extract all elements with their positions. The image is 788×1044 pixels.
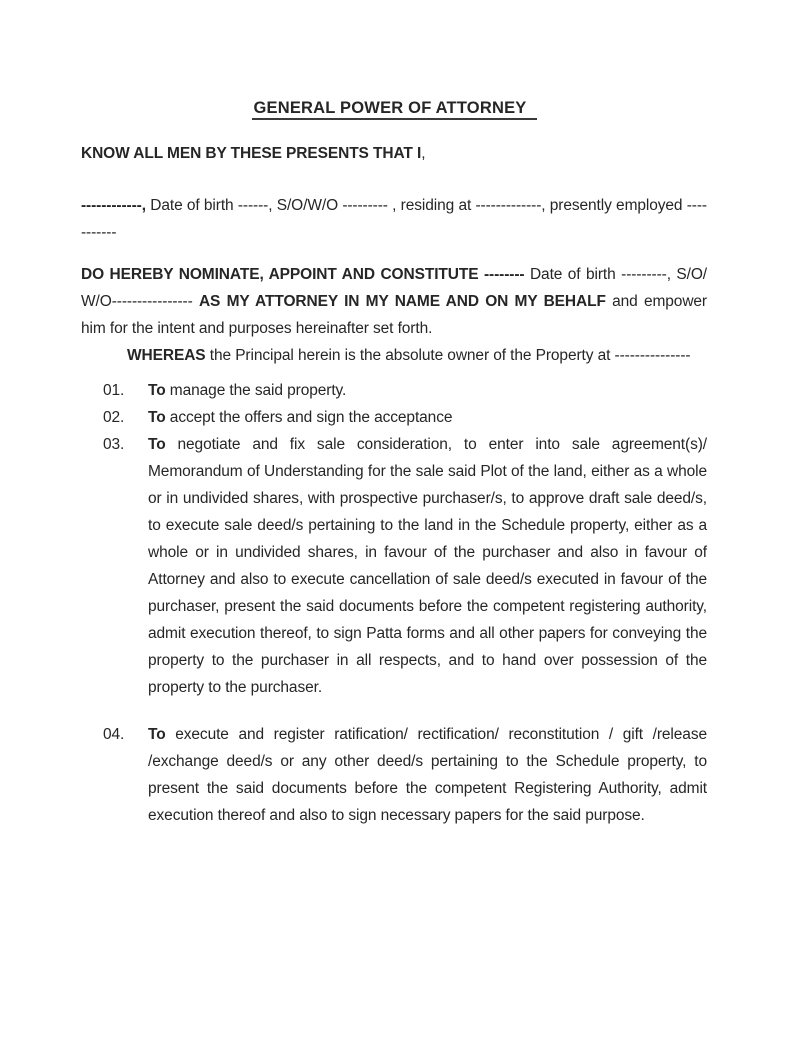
clause-number: 03. [103, 436, 125, 453]
bold-text-run: DO HEREBY NOMINATE, APPOINT AND CONSTITUTE -------- [81, 266, 525, 283]
bold-text-run: To [148, 726, 166, 743]
bold-text-run: To [148, 409, 166, 426]
clause-item-01 [81, 377, 707, 404]
paragraph-know-all-men [81, 144, 707, 163]
clause-number: 04. [103, 726, 125, 743]
document-title-text: GENERAL POWER OF ATTORNEY [252, 99, 537, 120]
text-run: negotiate and fix sale consideration, to enter into sale agreement(s)/ Memorandum of Understanding for the sale said Plot of the land, either as a whole or in undivided shares, with prospective purchaser/s, to approve draft sale deed/s, to execute sale deed/s pertaining to the land in the Schedule property, either as a whole or in undivided shares, in favour of the purchaser and also in favour of Attorney and also to execute cancellation of sale deed/s executed in favour of the purchaser, present the said documents before the competent registering authority, admit execution thereof, to sign Patta forms and all other papers for conveying the property to the purchaser in all respects, and to hand over possession of the property to the purchaser. [148, 436, 707, 696]
clause-text [148, 431, 707, 701]
clause-item-02 [81, 404, 707, 431]
paragraph-principal-details [81, 192, 707, 246]
text-run: accept the offers and sign the acceptance [165, 409, 453, 426]
bold-text-run: WHEREAS [127, 347, 206, 364]
clause-number: 02. [103, 409, 125, 426]
text-run: execute and register ratification/ rectification/ reconstitution / gift /release /exchange deed/s or any other deed/s pertaining to the Schedule property, to present the said documents before the competent Registering Authority, admit execution thereof and also to sign necessary papers for the said purpose. [148, 726, 707, 824]
text-run: , [421, 145, 426, 162]
text-run: Date of birth ---------, S/O/ W/O---------------- [81, 266, 708, 310]
clause-text [148, 377, 707, 404]
text-run: manage the said property. [165, 382, 347, 399]
text-run: Date of birth ------, S/O/W/O --------- , residing at -------------, presently employed ----------- [81, 197, 707, 241]
bold-text-run: To [148, 382, 166, 399]
clause-list [81, 377, 707, 829]
clause-item-03 [81, 431, 707, 701]
paragraph-nominate-appoint [81, 261, 707, 342]
text-run: and empower him for the intent and purposes hereinafter set forth. [81, 293, 707, 337]
bold-text-run: KNOW ALL MEN BY THESE PRESENTS THAT I [81, 145, 422, 162]
text-run: the Principal herein is the absolute owner of the Property at --------------- [205, 347, 691, 364]
clause-text [148, 404, 707, 431]
document-title [81, 99, 707, 118]
clause-item-04 [81, 721, 707, 829]
bold-text-run: AS MY ATTORNEY IN MY NAME AND ON MY BEHALF [198, 293, 606, 310]
bold-text-run: ------------, [81, 197, 146, 214]
clause-text [148, 721, 707, 829]
paragraph-whereas [81, 342, 707, 369]
clause-number: 01. [103, 382, 125, 399]
bold-text-run: To [148, 436, 166, 453]
